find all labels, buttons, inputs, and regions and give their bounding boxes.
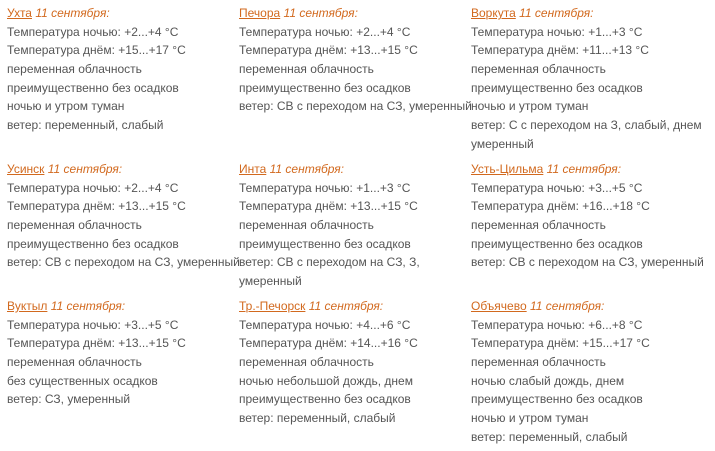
city-forecast-vorkuta bbox=[471, 4, 711, 154]
wind-continued: умеренный bbox=[239, 274, 302, 289]
forecast-date: 11 сентября: bbox=[50, 299, 126, 313]
wind: ветер: переменный, слабый bbox=[7, 118, 164, 133]
cloudiness: переменная облачность bbox=[471, 218, 606, 233]
precipitation: преимущественно без осадков bbox=[7, 80, 179, 95]
night-temperature: Температура ночью: +6...+8 °C bbox=[471, 317, 643, 332]
city-link-troitsko-pechorsk[interactable]: Тр.-Печорск bbox=[239, 299, 306, 313]
day-temperature: Температура днём: +15...+17 °C bbox=[471, 336, 650, 351]
wind: ветер: СВ с переходом на СЗ, умеренный bbox=[239, 99, 472, 114]
night-temperature: Температура ночью: +4...+6 °C bbox=[239, 317, 411, 332]
day-temperature: Температура днём: +13...+15 °C bbox=[239, 43, 418, 58]
day-temperature: Температура днём: +16...+18 °C bbox=[471, 199, 650, 214]
precipitation: преимущественно без осадков bbox=[7, 236, 179, 251]
city-link-ust-tsilma[interactable]: Усть-Цильма bbox=[471, 162, 544, 176]
cloudiness: переменная облачность bbox=[7, 62, 142, 77]
precipitation: преимущественно без осадков bbox=[471, 236, 643, 251]
city-link-vuktyl[interactable]: Вуктыл bbox=[7, 299, 48, 313]
precipitation-continued: преимущественно без осадков bbox=[471, 392, 643, 407]
day-temperature: Температура днём: +11...+13 °C bbox=[471, 43, 649, 58]
cloudiness: переменная облачность bbox=[239, 218, 374, 233]
precipitation: преимущественно без осадков bbox=[239, 236, 411, 251]
wind: ветер: переменный, слабый bbox=[239, 411, 396, 426]
fog: ночью и утром туман bbox=[471, 411, 589, 426]
wind-continued: умеренный bbox=[471, 136, 534, 151]
cloudiness: переменная облачность bbox=[471, 62, 606, 77]
day-temperature: Температура днём: +13...+15 °C bbox=[7, 199, 186, 214]
city-link-inta[interactable]: Инта bbox=[239, 162, 267, 176]
city-link-pechora[interactable]: Печора bbox=[239, 6, 281, 20]
cloudiness: переменная облачность bbox=[7, 218, 142, 233]
city-forecast-ukhta bbox=[7, 4, 247, 135]
cloudiness: переменная облачность bbox=[7, 355, 142, 370]
precipitation: ночью небольшой дождь, днем bbox=[239, 373, 413, 388]
city-forecast-usinsk bbox=[7, 160, 247, 272]
night-temperature: Температура ночью: +2...+4 °C bbox=[7, 24, 179, 39]
forecast-date: 11 сентября: bbox=[35, 6, 110, 20]
city-link-usinsk[interactable]: Усинск bbox=[7, 162, 45, 176]
forecast-date: 11 сентября: bbox=[283, 6, 358, 20]
wind: ветер: СЗ, умеренный bbox=[7, 392, 131, 407]
wind: ветер: СВ с переходом на СЗ, умеренный bbox=[7, 255, 240, 270]
wind: ветер: переменный, слабый bbox=[471, 429, 628, 444]
city-forecast-pechora bbox=[239, 4, 479, 116]
fog: ночью и утром туман bbox=[7, 99, 125, 114]
cloudiness: переменная облачность bbox=[239, 355, 374, 370]
precipitation: без существенных осадков bbox=[7, 373, 158, 388]
city-forecast-obyachevo bbox=[471, 297, 711, 447]
forecast-date: 11 сентября: bbox=[546, 162, 622, 176]
wind: ветер: С с переходом на З, слабый, днем bbox=[471, 118, 702, 133]
precipitation: преимущественно без осадков bbox=[239, 80, 411, 95]
precipitation: ночью слабый дождь, днем bbox=[471, 373, 625, 388]
forecast-date: 11 сентября: bbox=[530, 299, 605, 313]
precipitation-continued: преимущественно без осадков bbox=[239, 392, 411, 407]
precipitation: преимущественно без осадков bbox=[471, 80, 643, 95]
city-forecast-inta bbox=[239, 160, 479, 291]
day-temperature: Температура днём: +15...+17 °C bbox=[7, 43, 186, 58]
forecast-date: 11 сентября: bbox=[47, 162, 123, 176]
night-temperature: Температура ночью: +1...+3 °C bbox=[471, 24, 643, 39]
night-temperature: Температура ночью: +3...+5 °C bbox=[471, 180, 643, 195]
city-link-obyachevo[interactable]: Объячево bbox=[471, 299, 527, 313]
night-temperature: Температура ночью: +3...+5 °C bbox=[7, 317, 179, 332]
fog: ночью и утром туман bbox=[471, 99, 589, 114]
wind: ветер: СВ с переходом на СЗ, умеренный bbox=[471, 255, 704, 270]
forecast-date: 11 сентября: bbox=[308, 299, 384, 313]
city-link-ukhta[interactable]: Ухта bbox=[7, 6, 32, 20]
forecast-date: 11 сентября: bbox=[269, 162, 345, 176]
night-temperature: Температура ночью: +2...+4 °C bbox=[239, 24, 411, 39]
city-forecast-vuktyl bbox=[7, 297, 247, 409]
city-link-vorkuta[interactable]: Воркута bbox=[471, 6, 516, 20]
night-temperature: Температура ночью: +1...+3 °C bbox=[239, 180, 411, 195]
wind: ветер: СВ с переходом на СЗ, З, bbox=[239, 255, 420, 270]
cloudiness: переменная облачность bbox=[239, 62, 374, 77]
night-temperature: Температура ночью: +2...+4 °C bbox=[7, 180, 179, 195]
day-temperature: Температура днём: +13...+15 °C bbox=[239, 199, 418, 214]
forecast-date: 11 сентября: bbox=[519, 6, 594, 20]
day-temperature: Температура днём: +13...+15 °C bbox=[7, 336, 186, 351]
day-temperature: Температура днём: +14...+16 °C bbox=[239, 336, 418, 351]
city-forecast-ust-tsilma bbox=[471, 160, 711, 272]
cloudiness: переменная облачность bbox=[471, 355, 606, 370]
city-forecast-troitsko-pechorsk bbox=[239, 297, 479, 428]
